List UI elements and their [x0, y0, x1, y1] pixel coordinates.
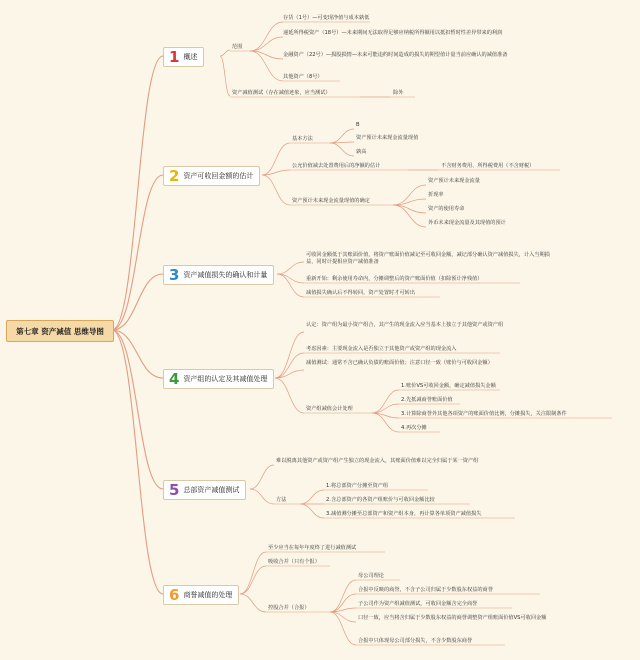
section-number: 3: [169, 265, 180, 284]
s2-pv-item: 资产的使用寿命: [428, 206, 465, 212]
s2-basic-item: 孰高: [356, 149, 367, 155]
connector-line: [330, 129, 354, 143]
s6-ctrl-item: 子公司作为资产组减值测试，可收回金额含完全商誉: [358, 601, 478, 607]
connector-line: [112, 330, 163, 594]
connector-line: [275, 378, 304, 413]
connector-line: [250, 489, 274, 504]
section-number: 1: [169, 47, 180, 66]
s4-acc-label: 资产组减值会计处理: [306, 406, 353, 412]
section-number: 4: [169, 369, 180, 388]
s3-item: 减值损失确认后不得转回，资产处置时才可转出: [306, 290, 415, 296]
s4-item: 认定：资产组为最小资产组合，其产生的现金流入应当基本上独立于其他资产或资产组: [306, 322, 504, 328]
s2-pv-item: 资产预计未来现金流量: [428, 178, 480, 184]
s1-range-label: 范围: [232, 44, 243, 50]
s3-item: 可收回金额低于其账面价值，将资产账面价值减记至可收回金额，减记部分确认资产减值损失，计入当期损益，同时计提相应资产减值准备: [306, 252, 550, 266]
connector-line: [250, 465, 274, 489]
connector-line: [300, 504, 324, 518]
section-1-node: [163, 47, 204, 67]
connector-line: [277, 274, 304, 283]
s6-ctrl-item: 母公司理论: [358, 573, 384, 579]
section-number: 5: [169, 480, 180, 499]
connector-line: [300, 490, 324, 504]
s1-item: 其他资产（8号）: [283, 74, 323, 80]
section-label: 资产组的认定及其减值处理: [183, 375, 268, 383]
s4-acc-item: 4.再次分摊: [401, 425, 427, 431]
connector-line: [262, 175, 290, 205]
section-label: 商誉减值的处理: [183, 591, 233, 599]
section-5-node: [163, 480, 246, 500]
section-number: 6: [169, 585, 180, 604]
connector-line: [330, 143, 354, 156]
s2-pv-item: 外币未来现金流量及其现值的预计: [428, 220, 506, 226]
s5-method-item: 1.将总部资产分摊至资产组: [326, 483, 389, 489]
s6-top-item: 至少应当在每年年度终了进行减值测试: [268, 545, 357, 551]
s5-desc: 难以脱离其他资产或资产组产生独立的现金流入，其账面价值难以完全归属于某一资产组: [276, 458, 479, 464]
s4-acc-item: 2.先抵减商誉账面价值: [401, 397, 453, 403]
s4-item: 考虑因素：主要现金流入是否独立于其他资产或资产组的现金流入: [306, 346, 457, 352]
s3-item: 重新开始：剩余使用寿命内，分摊调整后的资产账面价值（扣除预计净残值）: [306, 276, 483, 282]
s5-method-item: 3.减值测分摊至总部资产和资产组本身，再计算各单项资产减值损失: [326, 511, 482, 517]
s1-item: 金融资产（22号）—损股损情—未来可能违约时间造成的损失的期望值计量当前应确认的减值准备: [283, 52, 508, 58]
s5-method-item: 2.含总部资产的各资产组账价与可收回金额比较: [326, 497, 435, 503]
section-6-node: [163, 585, 239, 605]
connector-line: [220, 56, 230, 96]
s2-fair-note: 不含财务费用、所得税费用（不含财税）: [441, 163, 535, 169]
connector-line: [393, 205, 426, 227]
s6-ctrl-label: 控股合并（合报）: [268, 605, 310, 611]
connector-line: [112, 56, 163, 330]
s2-pv-label: 资产预计未来现金流量现值的确定: [292, 198, 370, 204]
s2-basic-label: 基本方法: [292, 136, 313, 142]
section-label: 概述: [183, 53, 198, 61]
s2-basic-item: 资产预计未来现金流量现值: [356, 135, 419, 141]
connector-line: [220, 50, 230, 56]
s2-fair-label: 公允价值减去处置费用后的净额的估计: [292, 163, 381, 169]
s2-pv-item: 折现率: [428, 192, 444, 198]
connector-line: [330, 580, 356, 612]
s2-basic-item: B: [356, 122, 360, 128]
connector-line: [372, 404, 399, 413]
section-2-node: [163, 166, 260, 186]
s4-acc-item: 1.账价VS可收回金额，确定减值损失金额: [401, 383, 496, 389]
s4-acc-item: 3.计算除商誉外其他各项资产的账面价值比例，分摊损失，关注限制条件: [401, 411, 567, 417]
s6-top-item: 吸收合并（只有个报）: [268, 559, 320, 565]
s1-item: 存货（1号）—可变现净值与成本孰低: [283, 15, 370, 21]
section-3-node: [163, 265, 274, 285]
connector-line: [277, 274, 304, 297]
connector-line: [250, 37, 283, 51]
connector-line: [372, 390, 399, 413]
section-4-node: [163, 369, 274, 389]
s5-method-label: 方法: [276, 497, 287, 503]
connector-line: [240, 594, 266, 612]
s6-ctrl-item: 合报中反映的商誉，不含子公司归属于少数股东权益的商誉: [358, 587, 493, 593]
s1-item: 递延所得税资产（18号）—未来期间无法取得足够应纳税所得额用以抵扣暂时性差异带来的利润: [283, 30, 503, 36]
s6-ctrl-item: 合报中只体现母公司部分损失，不含少数股东商誉: [358, 638, 473, 644]
s6-ctrl-item: 口径一致，应当将含归属于少数股东权益的商誉调整资产组账面价值VS可收回金额: [358, 615, 547, 621]
connector-line: [240, 566, 266, 594]
connector-line: [240, 552, 266, 594]
connector-line: [277, 262, 304, 274]
s1-test-label: 资产减值测试（存在减值迹象，应当测试）: [232, 90, 331, 96]
section-label: 资产减值损失的确认和计量: [183, 271, 268, 279]
s4-item: 减值测试：通常不含已确认负债的账面价值；注意口径一致（账价与可收回金额）: [306, 360, 493, 366]
connector-line: [393, 205, 426, 213]
root-node: 第七章 资产减值 思维导图: [6, 320, 114, 342]
connector-line: [250, 51, 283, 81]
s1-except-label: 除外: [393, 90, 404, 96]
connector-line: [112, 330, 163, 378]
connector-line: [250, 22, 283, 51]
section-label: 总部资产减值测试: [183, 486, 240, 494]
connector-line: [275, 332, 304, 378]
section-number: 2: [169, 166, 180, 185]
section-label: 资产可收回金额的估计: [183, 172, 254, 180]
